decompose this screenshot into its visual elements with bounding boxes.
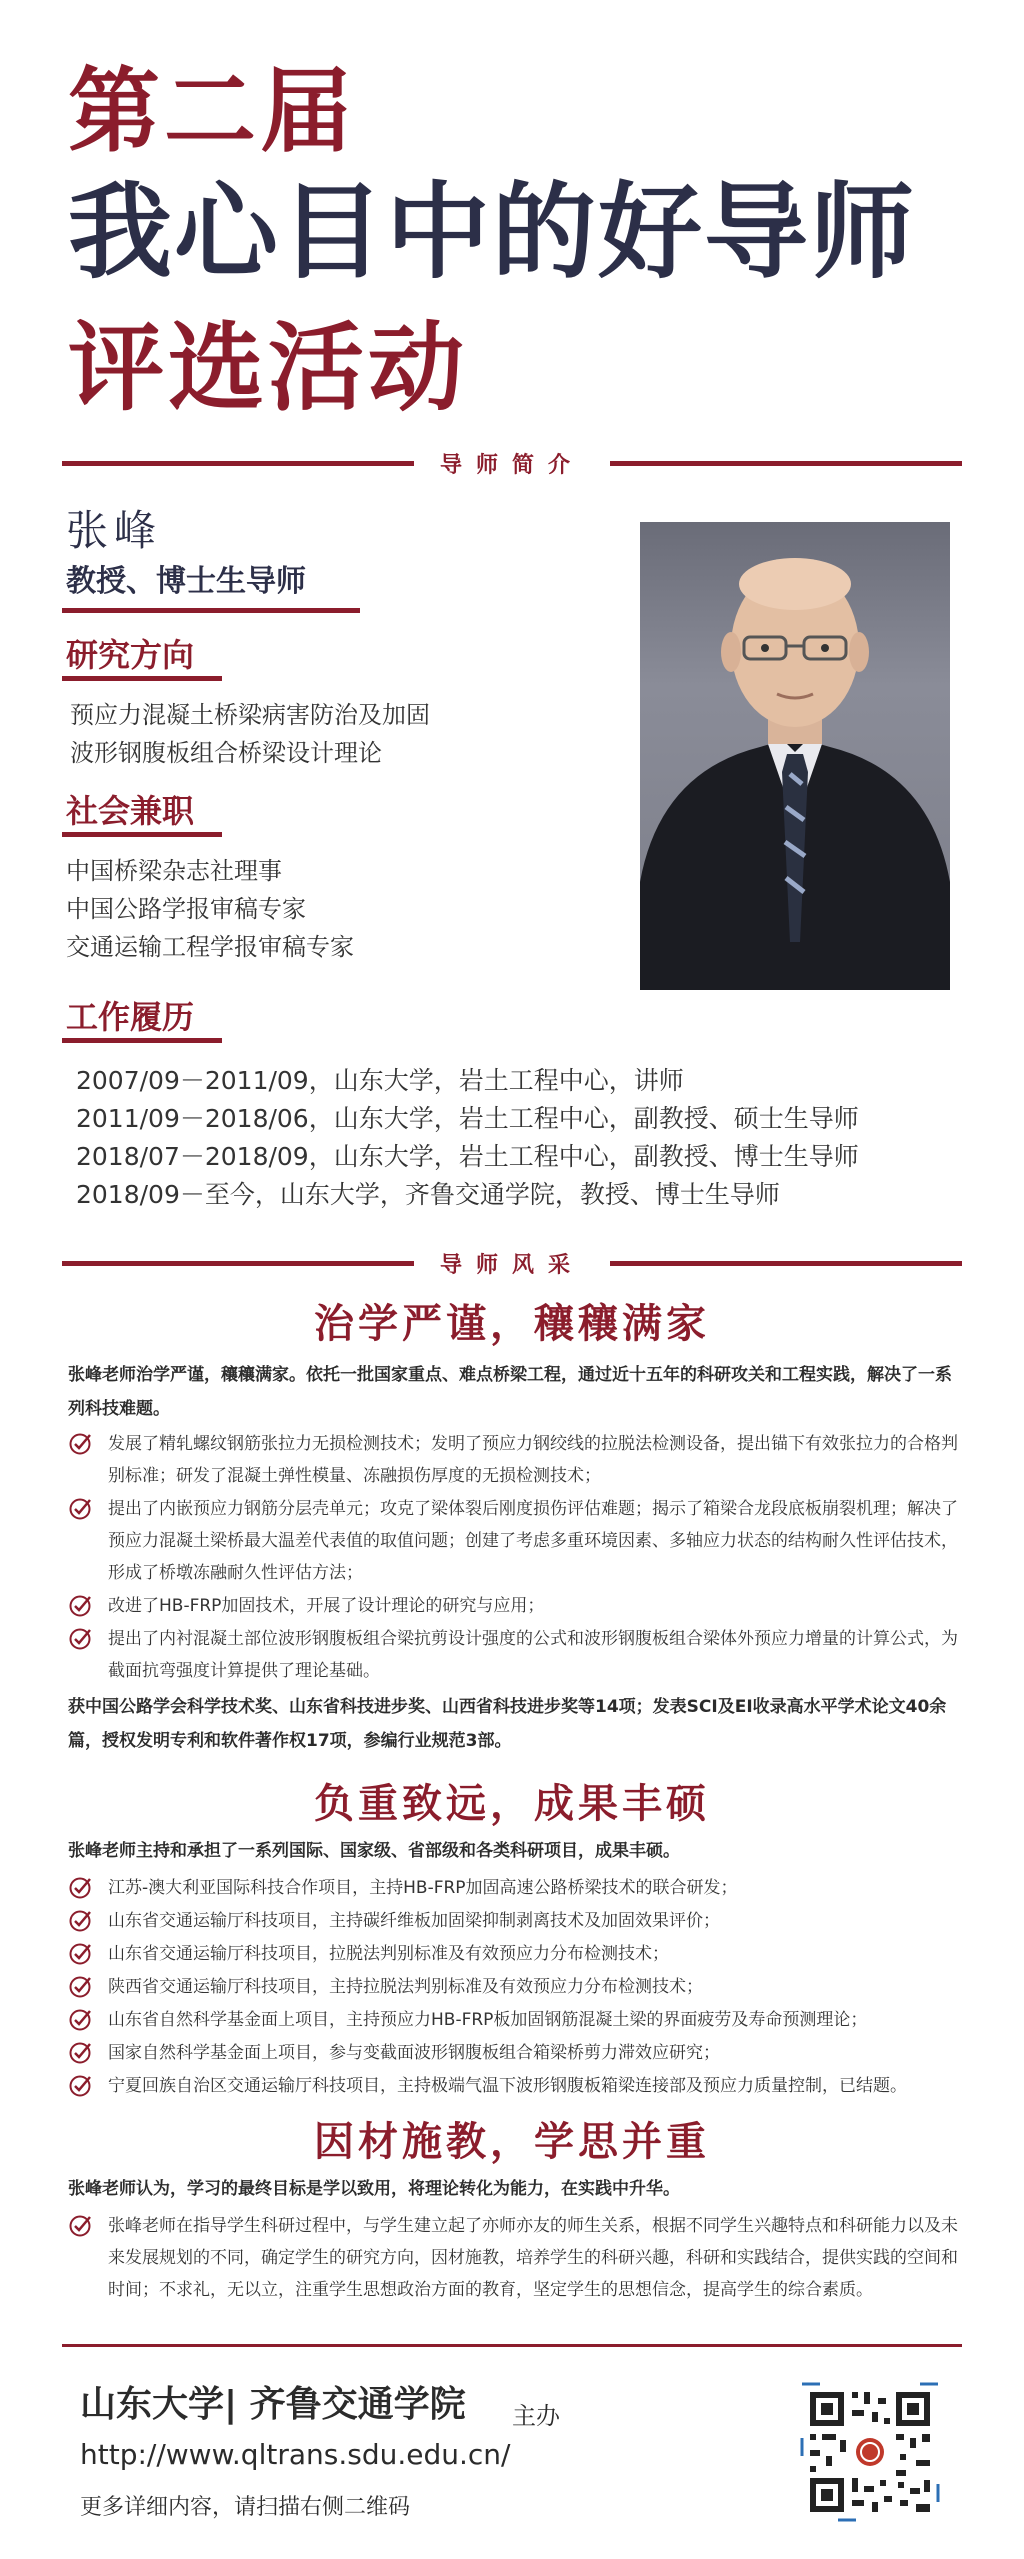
footer-organizer: 山东大学| 齐鲁交通学院: [80, 2384, 466, 2425]
position-underline: [62, 608, 360, 613]
list-item: [68, 2004, 968, 2036]
title-line-3: 评选活动: [68, 312, 468, 424]
check-circle-icon: [68, 1594, 92, 1618]
social-item: 交通运输工程学报审稿专家: [66, 933, 354, 961]
list-item: [68, 1971, 968, 2003]
list-item: [68, 1428, 968, 1492]
social-list: [66, 852, 354, 966]
check-circle-icon: [68, 1876, 92, 1900]
title-line-2: 我心目中的好导师: [68, 171, 917, 293]
career-item: 2011/09－2018/06，山东大学，岩土工程中心，副教授、硕士生导师: [76, 1104, 859, 1133]
check-circle-icon: [68, 1627, 92, 1651]
bullet-text: 山东省交通运输厅科技项目，拉脱法判别标准及有效预应力分布检测技术；: [108, 1944, 669, 1964]
research-list: [70, 696, 430, 772]
bullet-text: 山东省交通运输厅科技项目，主持碳纤维板加固梁抑制剥离技术及加固效果评价；: [108, 1911, 720, 1931]
footer-host-label: 主办: [512, 2402, 560, 2430]
divider-bar-right: [610, 1261, 962, 1266]
bullet-text: 提出了内嵌预应力钢筋分层壳单元；攻克了梁体裂后刚度损伤评估难题；揭示了箱梁合龙段底板崩裂机理；解决了预应力混凝土梁桥最大温差代表值的取值问题；创建了考虑多重环境因素、多轴应力状态的结构耐久性评估技术，形成了桥墩冻融耐久性评估方法；: [108, 1499, 958, 1583]
check-circle-icon: [68, 1942, 92, 1966]
qr-code-image[interactable]: [800, 2382, 940, 2522]
list-item: [68, 1493, 968, 1589]
footer-divider: [62, 2344, 962, 2347]
check-circle-icon: [68, 2214, 92, 2238]
social-item: 中国公路学报审稿专家: [66, 895, 306, 923]
bullet-text: 江苏-澳大利亚国际科技合作项目，主持HB-FRP加固高速公路桥梁技术的联合研发；: [108, 1878, 738, 1898]
research-underline: [62, 676, 222, 681]
divider-bar-right: [610, 461, 962, 466]
research-item: 预应力混凝土桥梁病害防治及加固: [70, 701, 430, 729]
style-s1-summary: 获中国公路学会科学技术奖、山东省科技进步奖、山西省科技进步奖等14项；发表SCI及EI收录高水平学术论文40余篇，授权发明专利和软件著作权17项，参编行业规范3部。: [68, 1697, 947, 1751]
research-heading: 研究方向: [66, 636, 195, 674]
list-item: [68, 1905, 968, 1937]
bullet-text: 发展了精轧螺纹钢筋张拉力无损检测技术；发明了预应力钢绞线的拉脱法检测设备，提出锚下有效张拉力的合格判别标准；研发了混凝土弹性模量、冻融损伤厚度的无损检测技术；: [108, 1434, 958, 1486]
style-s1-lead: 张峰老师治学严谨，穰穰满家。依托一批国家重点、难点桥梁工程，通过近十五年的科研攻关和工程实践，解决了一系列科技难题。: [68, 1365, 952, 1419]
career-item: 2018/07－2018/09，山东大学，岩土工程中心，副教授、博士生导师: [76, 1142, 859, 1171]
career-underline: [62, 1038, 222, 1043]
mentor-position: 教授、博士生导师: [66, 564, 306, 599]
check-circle-icon: [68, 1975, 92, 1999]
career-heading: 工作履历: [66, 998, 195, 1036]
divider-bar-left: [62, 461, 414, 466]
list-item: [68, 1623, 968, 1687]
list-item: [68, 2210, 968, 2306]
bullet-text: 陕西省交通运输厅科技项目，主持拉脱法判别标准及有效预应力分布检测技术；: [108, 1977, 703, 1997]
career-item: 2007/09－2011/09，山东大学，岩土工程中心，讲师: [76, 1066, 684, 1095]
style-s2-lead: 张峰老师主持和承担了一系列国际、国家级、省部级和各类科研项目，成果丰硕。: [68, 1841, 680, 1861]
bullet-text: 国家自然科学基金面上项目，参与变截面波形钢腹板组合箱梁桥剪力滞效应研究；: [108, 2043, 720, 2063]
list-item: [68, 1590, 968, 1622]
bullet-text: 宁夏回族自治区交通运输厅科技项目，主持极端气温下波形钢腹板箱梁连接部及预应力质量控制，已结题。: [108, 2076, 907, 2096]
style-s3-title: 因材施教，学思并重: [314, 2119, 710, 2165]
divider-bar-left: [62, 1261, 414, 1266]
bullet-text: 山东省自然科学基金面上项目，主持预应力HB-FRP板加固钢筋混凝土梁的界面疲劳及寿命预测理论；: [108, 2010, 868, 2030]
list-item: [68, 1938, 968, 1970]
style-s3-lead: 张峰老师认为，学习的最终目标是学以致用，将理论转化为能力，在实践中升华。: [68, 2179, 680, 2199]
check-circle-icon: [68, 1497, 92, 1521]
bullet-text: 改进了HB-FRP加固技术，开展了设计理论的研究与应用；: [108, 1596, 545, 1616]
bullet-text: 提出了内衬混凝土部位波形钢腹板组合梁抗剪设计强度的公式和波形钢腹板组合梁体外预应力增量的计算公式，为截面抗弯强度计算提供了理论基础。: [108, 1629, 958, 1681]
list-item: [68, 2037, 968, 2069]
social-item: 中国桥梁杂志社理事: [66, 857, 282, 885]
style-s2-title: 负重致远，成果丰硕: [314, 1781, 710, 1827]
style-s1-title: 治学严谨，穰穰满家: [314, 1301, 710, 1347]
career-item: 2018/09－至今，山东大学，齐鲁交通学院，教授、博士生导师: [76, 1180, 780, 1209]
footer-url[interactable]: http://www.qltrans.sdu.edu.cn/: [80, 2438, 511, 2471]
check-circle-icon: [68, 1432, 92, 1456]
section-divider-style: [62, 1248, 962, 1278]
footer-note: 更多详细内容，请扫描右侧二维码: [80, 2495, 411, 2520]
check-circle-icon: [68, 2008, 92, 2032]
style-s3-bullets: [68, 2210, 968, 2307]
check-circle-icon: [68, 2041, 92, 2065]
research-item: 波形钢腹板组合桥梁设计理论: [70, 739, 382, 767]
list-item: [68, 2070, 968, 2102]
bullet-text: 张峰老师在指导学生科研过程中，与学生建立起了亦师亦友的师生关系，根据不同学生兴趣特点和科研能力以及未来发展规划的不同，确定学生的研究方向，因材施教，培养学生的科研兴趣，科研和实践结合，提供实践的空间和时间；不求礼，无以立，注重学生思想政治方面的教育，坚定学生的思想信念，提高学生的综合素质。: [108, 2216, 958, 2300]
section-divider-intro: [62, 448, 962, 478]
mentor-name: 张峰: [66, 506, 163, 555]
check-circle-icon: [68, 1909, 92, 1933]
mentor-photo: [640, 522, 950, 990]
style-s1-bullets: [68, 1428, 968, 1688]
title-line-1: 第二届: [68, 58, 357, 165]
social-heading: 社会兼职: [66, 792, 195, 830]
portrait-illustration: [640, 522, 950, 990]
check-circle-icon: [68, 2074, 92, 2098]
career-list: [76, 1062, 859, 1214]
section-label-style: 导师风采: [440, 1252, 585, 1278]
list-item: [68, 1872, 968, 1904]
section-label-intro: 导师简介: [440, 452, 585, 478]
style-s2-bullets: [68, 1872, 968, 2103]
social-underline: [62, 832, 222, 837]
